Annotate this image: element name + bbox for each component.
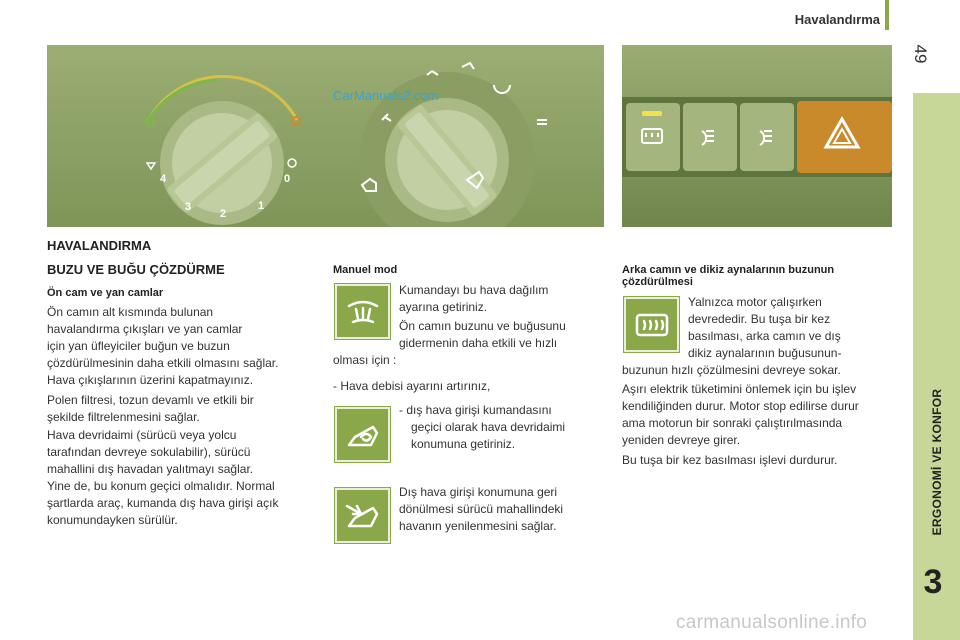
text-line: mahallini dış havadan yalıtmayı sağlar. — [47, 462, 254, 476]
chapter-label: ERGONOMİ VE KONFOR — [930, 388, 944, 536]
paragraph-recirculation — [47, 427, 317, 529]
text-line: şartlarda araç, kumanda dış hava girişi açık — [47, 496, 279, 510]
dial-mark-4: 4 — [160, 173, 167, 185]
button-panel-photo — [622, 45, 892, 227]
header-accent-bar — [885, 0, 889, 30]
section-heading-rear-screen — [622, 264, 897, 288]
paragraph-rear-engine-running — [688, 294, 898, 362]
rear-defrost-icon — [632, 305, 672, 345]
text-line: ayarına getiriniz. — [399, 300, 488, 314]
rear-defrost-icon-box — [624, 297, 679, 352]
paragraph-press-to-stop: Bu tuşa bir kez basılması işlevi durdurur. — [622, 453, 838, 467]
text-line: Kumandayı bu hava dağılım — [399, 283, 549, 297]
list-item-increase-flow: - Hava debisi ayarını artırınız, — [333, 379, 491, 393]
section-heading-windscreen: Ön cam ve yan camlar — [47, 287, 164, 299]
text-line: havalandırma çıkışları ve yan camlar — [47, 322, 243, 336]
paragraph-defrost-more-effective — [399, 318, 599, 352]
text-line: - dış hava girişi kumandasını — [399, 403, 552, 417]
text-line: Ön camın buzunu ve buğusunu — [399, 319, 566, 333]
text-line: Aşırı elektrik tüketimini önlemek için bu işlev — [622, 382, 857, 396]
text-line: Hava çıkışlarının üzerini kapatmayınız. — [47, 373, 254, 387]
fresh-air-icon-box — [335, 488, 390, 543]
paragraph-pollen-filter — [47, 392, 317, 426]
ventilation-dials-photo — [47, 45, 604, 227]
text-line: konumundayken sürülür. — [47, 513, 178, 527]
recirculation-icon — [343, 415, 383, 455]
sub-heading: BUZU VE BUĞU ÇÖZDÜRME — [47, 262, 225, 277]
text-line: konumuna getiriniz. — [411, 437, 516, 451]
text-line: için yan üfleyiciler buğun ve buzun — [47, 339, 230, 353]
paragraph-fresh-air — [399, 484, 599, 535]
text-line: Dış hava girişi konumuna geri — [399, 485, 558, 499]
list-item-recirculation — [399, 402, 599, 453]
recirculation-icon-box — [335, 407, 390, 462]
page-number: 49 — [911, 44, 930, 64]
text-line: basılması, arka camın ve dış — [688, 329, 841, 343]
dial-mark-2: 2 — [220, 208, 227, 220]
windscreen-defrost-icon — [343, 292, 383, 332]
fresh-air-icon — [343, 496, 383, 536]
dial-mark-1: 1 — [258, 200, 265, 212]
text-line: dikiz aynalarının buğusunun- — [688, 346, 842, 360]
main-heading: HAVALANDIRMA — [47, 238, 152, 253]
text-line: havanın yenilenmesini sağlar. — [399, 519, 557, 533]
chapter-number: 3 — [923, 563, 943, 601]
paragraph-auto-stop — [622, 381, 902, 449]
paragraph-for: olması için : — [333, 353, 397, 367]
text-line: şekilde filtrelenmesini sağlar. — [47, 410, 200, 424]
text-line: ama motorun bir sonraki çalıştırılmasında — [622, 416, 843, 430]
heading-line: Arka camın ve dikiz aynalarının buzunun — [622, 264, 835, 276]
paragraph-vents — [47, 304, 317, 389]
text-line: Hava devridaimi (sürücü veya yolcu — [47, 428, 237, 442]
text-line: Ön camın alt kısmında bulunan — [47, 305, 214, 319]
section-title: Havalandırma — [794, 12, 880, 27]
text-line: Yine de, bu konum geçici olmalıdır. Normal — [47, 479, 275, 493]
paragraph-rear-fast: buzunun hızlı çözülmesini devreye sokar. — [622, 363, 841, 377]
text-line: dönülmesi sürücü mahallindeki — [399, 502, 564, 516]
text-line: kendiliğinden durur. Motor stop edilirse durur — [622, 399, 859, 413]
heading-line: çözdürülmesi — [622, 276, 693, 288]
text-line: geçici olarak hava devridaimi — [411, 420, 566, 434]
dial-mark-0: 0 — [284, 173, 291, 185]
paragraph-set-distribution — [399, 282, 599, 316]
text-line: devrededir. Bu tuşa bir kez — [688, 312, 831, 326]
windscreen-defrost-icon-box — [335, 284, 390, 339]
dial-mark-3: 3 — [185, 201, 192, 213]
text-line: gidermenin daha etkili ve hızlı — [399, 336, 558, 350]
text-line: tarafından devreye sokulabilir), sürücü — [47, 445, 251, 459]
text-line: yeniden devreye girer. — [622, 433, 741, 447]
photo-watermark: CarManuals2.com — [333, 88, 439, 103]
text-line: çözdürülmesinin daha etkili olmasını sağlar. — [47, 356, 279, 370]
footer-watermark: carmanualsonline.info — [676, 612, 868, 633]
text-line: Yalnızca motor çalışırken — [688, 295, 822, 309]
text-line: Polen filtresi, tozun devamlı ve etkili bir — [47, 393, 254, 407]
section-heading-manual-mode: Manuel mod — [333, 264, 398, 276]
